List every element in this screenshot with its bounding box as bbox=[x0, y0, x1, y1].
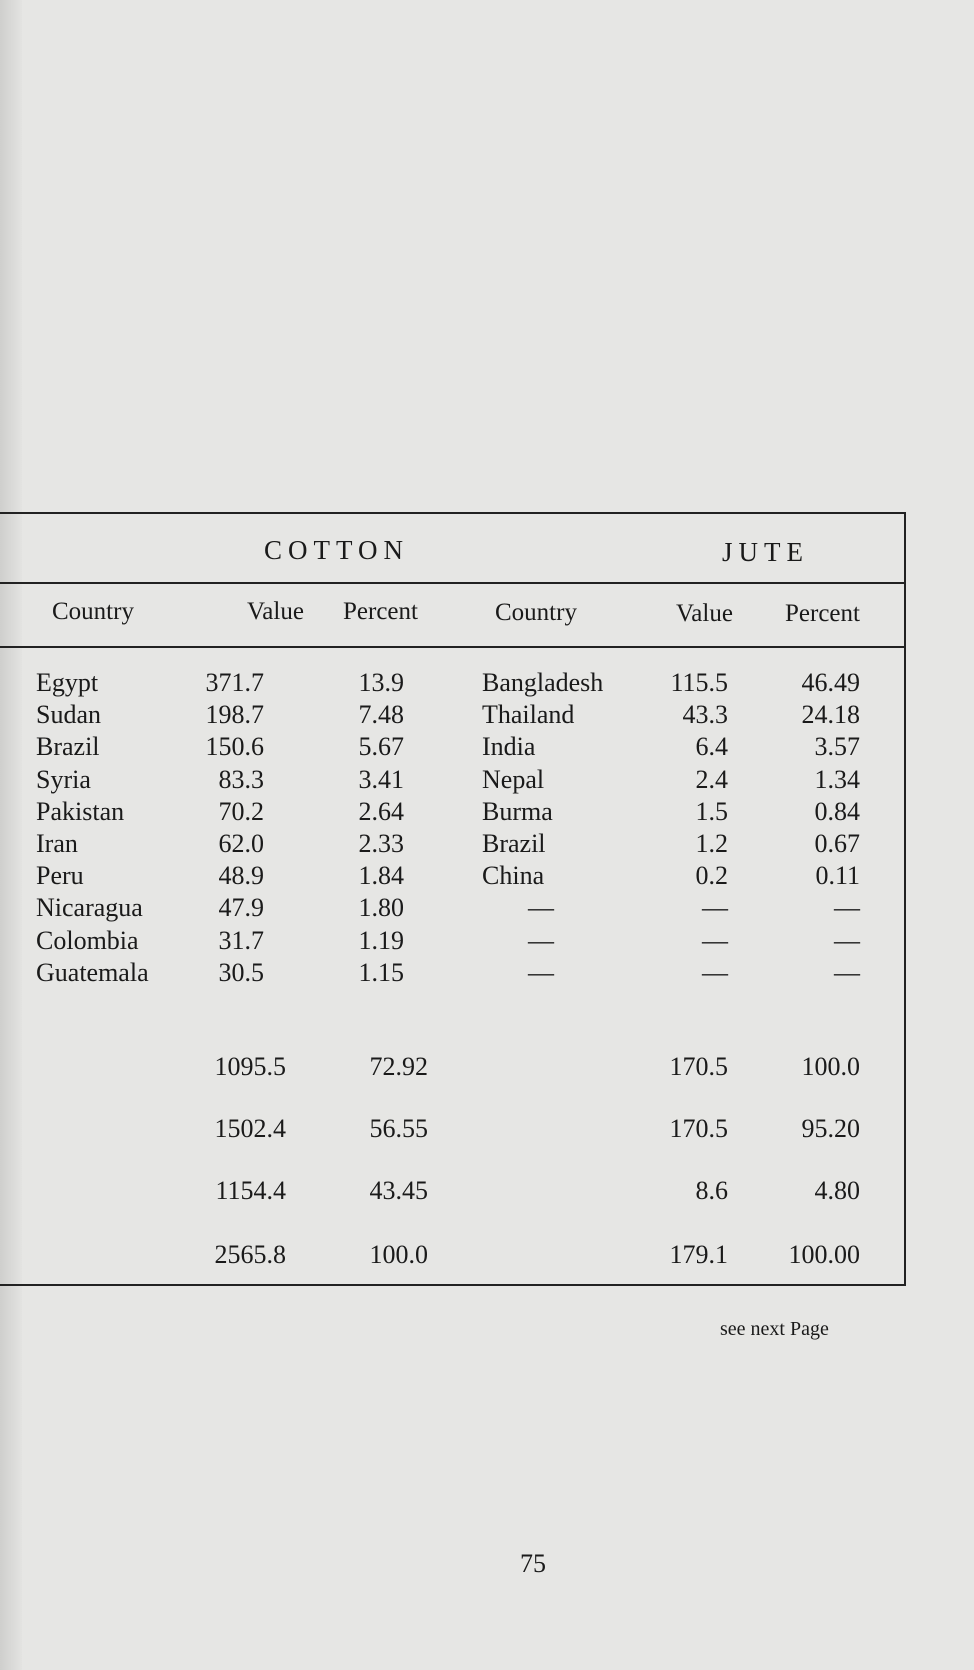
jute-percent-header: Percent bbox=[785, 600, 860, 627]
jute-percent-cell: 46.49 bbox=[801, 668, 860, 697]
jute-value-cell: — bbox=[702, 925, 728, 955]
cotton-percent-cell: 1.80 bbox=[358, 893, 404, 923]
cotton-value-header: Value bbox=[247, 598, 304, 625]
cotton-country-cell: Pakistan bbox=[36, 796, 125, 826]
cotton-percent-cell: 1.19 bbox=[358, 925, 404, 955]
cotton-section-title: COTTON bbox=[264, 535, 410, 565]
cotton-country-cell: Peru bbox=[36, 861, 84, 891]
cotton-country-cell: Egypt bbox=[36, 668, 99, 697]
cotton-percent-cell: 2.33 bbox=[358, 829, 404, 858]
jute-country-cell: — bbox=[528, 893, 554, 923]
cotton-value-cell: 47.9 bbox=[218, 893, 264, 923]
total-cotton-value-cell: 1154.4 bbox=[215, 1176, 286, 1205]
jute-percent-cell: — bbox=[834, 957, 860, 987]
page-number: 75 bbox=[520, 1549, 546, 1578]
total-jute-value-cell: 8.6 bbox=[695, 1176, 728, 1205]
jute-country-cell: India bbox=[482, 732, 536, 762]
jute-value-cell: 0.2 bbox=[695, 861, 728, 891]
cotton-percent-cell: 1.15 bbox=[358, 957, 404, 987]
total-jute-value-cell: 179.1 bbox=[669, 1240, 728, 1269]
jute-country-cell: Thailand bbox=[482, 700, 575, 730]
cotton-value-cell: 83.3 bbox=[218, 764, 264, 794]
total-jute-value-cell: 170.5 bbox=[669, 1114, 728, 1143]
cotton-value-cell: 150.6 bbox=[205, 732, 264, 762]
cotton-country-cell: Nicaragua bbox=[36, 893, 143, 923]
cotton-country-cell: Iran bbox=[36, 829, 78, 858]
total-jute-percent-cell: 95.20 bbox=[801, 1114, 860, 1143]
jute-value-cell: 43.3 bbox=[682, 700, 728, 730]
total-jute-value-cell: 170.5 bbox=[669, 1052, 728, 1081]
jute-section-title: JUTE bbox=[722, 537, 809, 567]
jute-value-cell: 1.5 bbox=[695, 796, 728, 826]
total-jute-percent-cell: 100.00 bbox=[788, 1240, 860, 1269]
cotton-percent-cell: 3.41 bbox=[358, 764, 404, 794]
cotton-value-cell: 371.7 bbox=[205, 668, 264, 697]
jute-percent-cell: 0.84 bbox=[814, 796, 860, 826]
commodity-table bbox=[0, 512, 906, 1286]
jute-percent-cell: 0.11 bbox=[815, 861, 860, 891]
jute-country-cell: — bbox=[528, 925, 554, 955]
cotton-value-cell: 48.9 bbox=[218, 861, 264, 891]
jute-value-cell: 6.4 bbox=[695, 732, 728, 762]
cotton-percent-cell: 2.64 bbox=[358, 796, 404, 826]
jute-value-cell: 2.4 bbox=[695, 764, 728, 794]
cotton-value-cell: 62.0 bbox=[218, 829, 264, 858]
jute-value-cell: — bbox=[702, 957, 728, 987]
jute-percent-cell: — bbox=[834, 893, 860, 923]
jute-value-header: Value bbox=[676, 600, 733, 627]
cotton-percent-cell: 13.9 bbox=[358, 668, 404, 697]
cotton-country-cell: Guatemala bbox=[36, 957, 149, 987]
cotton-country-cell: Brazil bbox=[36, 732, 100, 762]
total-jute-percent-cell: 4.80 bbox=[814, 1176, 860, 1205]
jute-country-cell: Nepal bbox=[482, 764, 545, 794]
jute-country-header: Country bbox=[495, 599, 577, 626]
jute-value-cell: — bbox=[702, 893, 728, 923]
total-cotton-percent-cell: 100.0 bbox=[369, 1240, 428, 1269]
see-next-page-note: see next Page bbox=[720, 1318, 829, 1340]
jute-country-cell: — bbox=[528, 957, 554, 987]
cotton-value-cell: 198.7 bbox=[205, 700, 264, 730]
total-cotton-value-cell: 1095.5 bbox=[214, 1052, 286, 1081]
cotton-country-cell: Syria bbox=[36, 764, 91, 794]
jute-percent-cell: 3.57 bbox=[814, 732, 860, 762]
header-rule-top bbox=[0, 582, 904, 584]
cotton-country-cell: Sudan bbox=[36, 700, 101, 730]
cotton-country-header: Country bbox=[52, 598, 134, 625]
jute-country-cell: Brazil bbox=[482, 829, 546, 858]
jute-value-cell: 115.5 bbox=[670, 668, 728, 697]
total-cotton-percent-cell: 43.45 bbox=[369, 1176, 428, 1205]
jute-percent-cell: 24.18 bbox=[801, 700, 860, 730]
total-cotton-value-cell: 1502.4 bbox=[214, 1114, 286, 1143]
jute-percent-cell: — bbox=[834, 925, 860, 955]
jute-percent-cell: 0.67 bbox=[814, 829, 860, 858]
header-rule-bottom bbox=[0, 646, 904, 648]
cotton-value-cell: 30.5 bbox=[218, 957, 264, 987]
cotton-percent-cell: 1.84 bbox=[358, 861, 404, 891]
cotton-value-cell: 70.2 bbox=[218, 796, 264, 826]
total-cotton-percent-cell: 72.92 bbox=[369, 1052, 428, 1081]
cotton-percent-header: Percent bbox=[343, 598, 418, 625]
cotton-country-cell: Colombia bbox=[36, 925, 139, 955]
jute-value-cell: 1.2 bbox=[695, 829, 728, 858]
total-jute-percent-cell: 100.0 bbox=[801, 1052, 860, 1081]
jute-country-cell: China bbox=[482, 861, 545, 891]
cotton-percent-cell: 7.48 bbox=[358, 700, 404, 730]
jute-country-cell: Burma bbox=[482, 796, 553, 826]
cotton-percent-cell: 5.67 bbox=[358, 732, 404, 762]
total-cotton-value-cell: 2565.8 bbox=[214, 1240, 286, 1269]
jute-percent-cell: 1.34 bbox=[814, 764, 860, 794]
jute-country-cell: Bangladesh bbox=[482, 668, 604, 697]
cotton-value-cell: 31.7 bbox=[218, 925, 264, 955]
total-cotton-percent-cell: 56.55 bbox=[369, 1114, 428, 1143]
